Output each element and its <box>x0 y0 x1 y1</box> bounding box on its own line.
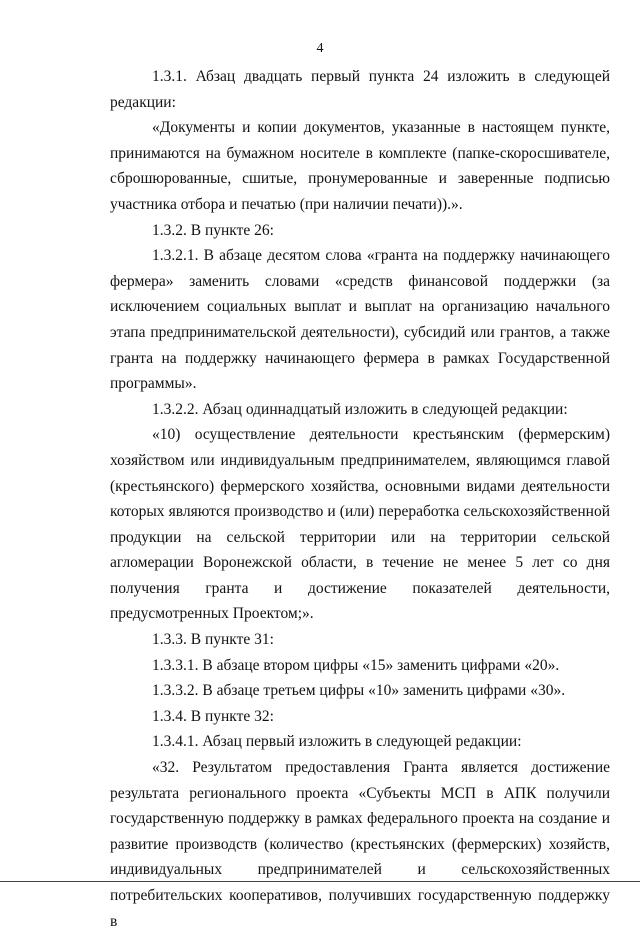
paragraph-1-3-3: 1.3.3. В пункте 31: <box>152 631 274 649</box>
paragraph-1-3-4-1: 1.3.4.1. Абзац первый изложить в следующей редакции: <box>152 733 522 751</box>
footer-divider <box>0 881 640 882</box>
paragraph-quote-item-32: «32. Результатом предоставления Гранта является достижение результата регионального проекта «Субъекты МСП в АПК получили государственную поддержку в рамках федерального проекта на создание и развитие производств (количество (крестьянских (фермерских) хозяйств, индивидуальных предпринимателей и сельскохозяйственных потребительских кооперативов, получивших государственную поддержку в <box>110 759 610 930</box>
paragraph-1-3-2-1: 1.3.2.1. В абзаце десятом слова «гранта на поддержку начинающего фермера» заменить словами «средств финансовой поддержки (за исключением социальных выплат и выплат на организацию начального этапа предпринимательской деятельности), субсидий или грантов, а также гранта на поддержку начинающего фермера в рамках Государственной программы». <box>110 247 610 393</box>
paragraph-1-3-3-1: 1.3.3.1. В абзаце втором цифры «15» заменить цифрами «20». <box>152 656 560 674</box>
paragraph-quote-item-10: «10) осуществление деятельности крестьянским (фермерским) хозяйством или индивидуальным предпринимателем, являющимся главой (крестьянского) фермерского хозяйства, основными видами деятельности которых являются производство и (или) переработка сельскохозяйственной продукции на сельской территории или на территории сельской агломерации Воронежской области, в течение не менее 5 лет со дня получения гранта и достижение показателей деятельности, предусмотренных Проектом;». <box>110 426 610 623</box>
paragraph-quote-documents: «Документы и копии документов, указанные в настоящем пункте, принимаются на бумажном носителе в комплекте (папке-скоросшивателе, сброшюрованные, сшитые, пронумерованные и заверенные подписью участника отбора и печатью (при наличии печати)).». <box>110 119 610 213</box>
paragraph-1-3-3-2: 1.3.3.2. В абзаце третьем цифры «10» заменить цифрами «30». <box>152 682 566 700</box>
paragraph-1-3-1: 1.3.1. Абзац двадцать первый пункта 24 изложить в следующей редакции: <box>110 68 610 111</box>
paragraph-1-3-4: 1.3.4. В пункте 32: <box>152 707 274 725</box>
paragraph-1-3-2: 1.3.2. В пункте 26: <box>152 221 274 239</box>
paragraph-1-3-2-2: 1.3.2.2. Абзац одиннадцатый изложить в следующей редакции: <box>152 400 568 418</box>
document-body <box>110 64 610 934</box>
page-number: 4 <box>316 41 324 56</box>
